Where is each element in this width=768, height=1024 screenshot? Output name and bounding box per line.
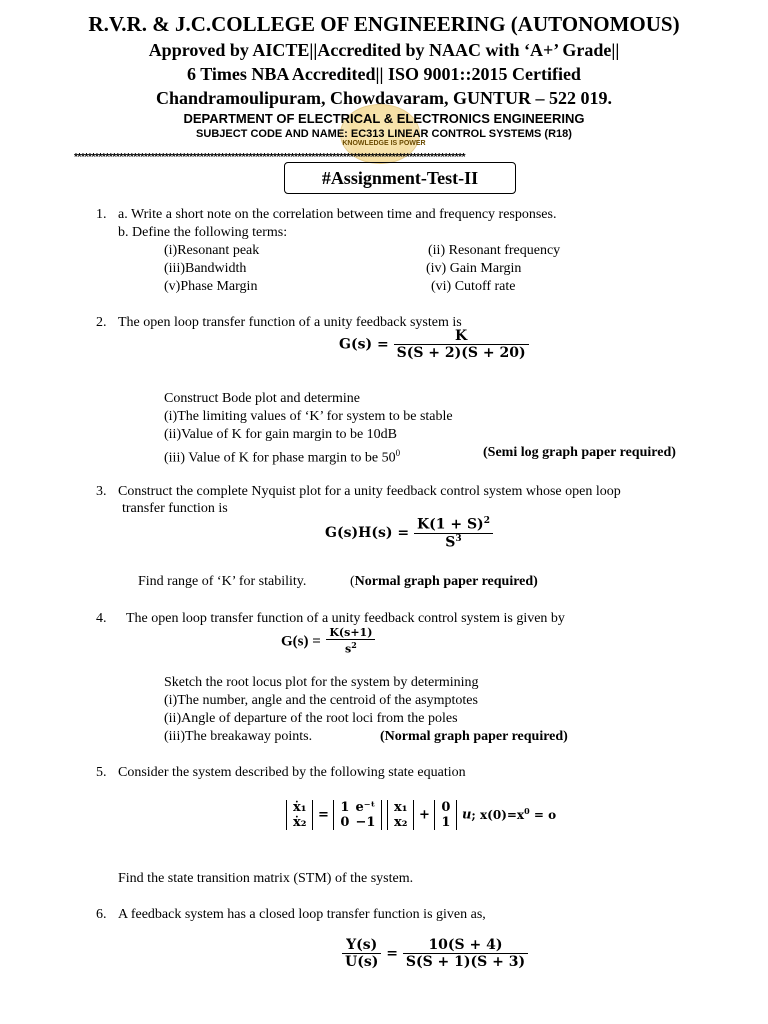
q2-line: (i)The limiting values of ‘K’ for system to be stable	[164, 409, 453, 424]
q5-initial-condition	[471, 805, 557, 822]
q4-equation	[281, 626, 375, 656]
q5-xdot-vector	[286, 800, 313, 830]
q1-part-a: a. Write a short note on the correlation between time and frequency responses.	[118, 207, 557, 222]
q1-term: (vi) Cutoff rate	[431, 279, 516, 294]
q5-b2: 1	[441, 815, 451, 830]
q3-text: Construct the complete Nyquist plot for a unity feedback control system whose open loop	[118, 484, 621, 499]
q5-number: 5.	[96, 765, 107, 780]
q2-line: Construct Bode plot and determine	[164, 391, 360, 406]
q5-a21: 0	[340, 815, 350, 830]
q2-eq-denominator: S(S + 2)(S + 20)	[396, 345, 526, 361]
q5-init-rhs: = o	[529, 807, 557, 822]
star-divider: ****************************************************************************************************************	[74, 152, 466, 163]
q4-line: (i)The number, angle and the centroid of the asymptotes	[164, 693, 478, 708]
q6-rhs-fraction	[403, 937, 528, 970]
nba-line: 6 Times NBA Accredited|| ISO 9001::2015 Certified	[187, 64, 581, 84]
q4-eq-fraction	[326, 626, 375, 656]
q1-term: (iii)Bandwidth	[164, 261, 247, 276]
q3-eq-fraction	[414, 516, 493, 550]
q6-lhs-fraction	[342, 937, 381, 970]
q2-line-phase-margin	[164, 444, 400, 468]
q3-number: 3.	[96, 484, 107, 499]
q2-eq-numerator: K	[394, 328, 529, 345]
q6-equation	[342, 937, 528, 970]
q4-eq-lhs: G(s) =	[281, 633, 321, 650]
q1-term: (i)Resonant peak	[164, 243, 260, 258]
q4-eq-denominator-exp: 2	[351, 640, 357, 650]
q5-a11: 1	[340, 800, 350, 815]
q5-x2: x₂	[393, 815, 408, 830]
q5-xdot2: ẋ₂	[293, 815, 307, 830]
q5-x1: x₁	[393, 800, 408, 815]
q4-eq-denominator-text: s	[345, 642, 352, 656]
q3-eq-numerator-text: K(1 + S)	[416, 516, 484, 533]
q3-note-paren: (	[350, 574, 355, 589]
q1-part-b: b. Define the following terms:	[118, 225, 288, 240]
q5-init-sup: 0	[524, 805, 530, 816]
q5-find: Find the state transition matrix (STM) of the system.	[118, 871, 414, 886]
q2-note: (Semi log graph paper required)	[483, 445, 676, 460]
q4-line: (iii)The breakaway points.	[164, 729, 313, 744]
q4-eq-numerator: K(s+1)	[326, 626, 375, 640]
q6-text: A feedback system has a closed loop transfer function is given as,	[118, 907, 486, 922]
q2-number: 2.	[96, 315, 107, 330]
q5-b1: 0	[441, 800, 451, 815]
q5-b-vector	[434, 800, 457, 830]
q2-eq-fraction	[394, 328, 529, 361]
q5-init-text: ; x(0)=x	[471, 807, 525, 822]
q3-eq-lhs: G(s)H(s) =	[325, 525, 410, 542]
college-name: R.V.R. & J.C.COLLEGE OF ENGINEERING (AUTONOMOUS)	[88, 12, 680, 36]
q3-note	[350, 573, 538, 591]
q4-note: (Normal graph paper required)	[380, 729, 568, 744]
q3-note-text: Normal graph paper required)	[354, 574, 538, 589]
q1-term: (v)Phase Margin	[164, 279, 258, 294]
approval-line: Approved by AICTE||Accredited by NAAC with ‘A+’ Grade||	[148, 40, 620, 60]
q6-lhs-numerator: Y(s)	[342, 937, 381, 954]
q3-eq-numerator-exp: 2	[483, 516, 490, 526]
subject-line: SUBJECT CODE AND NAME: EC313 LINEAR CONTROL SYSTEMS (R18)	[196, 128, 572, 140]
degree-superscript: 0	[395, 448, 401, 458]
q5-a22: −1	[355, 815, 376, 830]
q3-eq-denominator-exp: 3	[455, 533, 462, 544]
q2-line-text: (iii) Value of K for phase margin to be 50	[164, 450, 396, 466]
q1-term: (iv) Gain Margin	[426, 261, 522, 276]
q6-rhs-numerator: 10(S + 4)	[403, 937, 528, 954]
q5-a-matrix	[333, 800, 382, 830]
q3-find: Find range of ‘K’ for stability.	[138, 574, 307, 589]
q6-lhs-denominator: U(s)	[345, 954, 379, 970]
q2-line: (ii)Value of K for gain margin to be 10dB	[164, 427, 398, 442]
q1-term: (ii) Resonant frequency	[428, 243, 561, 258]
q5-u: u	[461, 807, 472, 823]
q3-eq-numerator	[414, 516, 493, 534]
q6-eq-sign: =	[386, 945, 398, 962]
q4-eq-denominator	[326, 640, 375, 656]
q1-number: 1.	[96, 207, 107, 222]
q4-number: 4.	[96, 611, 107, 626]
q5-xdot1: ẋ₁	[293, 800, 307, 815]
q4-text: The open loop transfer function of a unity feedback control system is given by	[126, 611, 565, 626]
q3-eq-denominator-text: S	[445, 534, 456, 551]
department-line: DEPARTMENT OF ELECTRICAL & ELECTRONICS ENGINEERING	[183, 111, 585, 126]
q3-eq-denominator	[414, 534, 493, 551]
q5-text: Consider the system described by the following state equation	[118, 765, 466, 780]
q6-rhs-denominator: S(S + 1)(S + 3)	[405, 954, 526, 970]
q3-text-cont: transfer function is	[122, 501, 228, 516]
q5-state-equation	[286, 800, 556, 830]
q2-text: The open loop transfer function of a unity feedback system is	[118, 315, 462, 330]
q6-number: 6.	[96, 907, 107, 922]
seal-motto: KNOWLEDGE IS POWER	[342, 140, 426, 147]
q2-eq-lhs: G(s) =	[339, 336, 389, 353]
assignment-title: #Assignment-Test-II	[284, 162, 516, 194]
q4-line: Sketch the root locus plot for the system by determining	[164, 675, 479, 690]
address-line: Chandramoulipuram, Chowdavaram, GUNTUR – 522 019.	[155, 88, 613, 108]
q5-plus: +	[418, 807, 430, 823]
q5-eq-sign: =	[317, 807, 329, 823]
q4-line: (ii)Angle of departure of the root loci from the poles	[164, 711, 458, 726]
q5-x-vector	[387, 800, 414, 830]
q5-a12: e⁻ᵗ	[355, 800, 376, 815]
q2-equation	[339, 328, 529, 361]
q3-equation	[325, 516, 493, 550]
